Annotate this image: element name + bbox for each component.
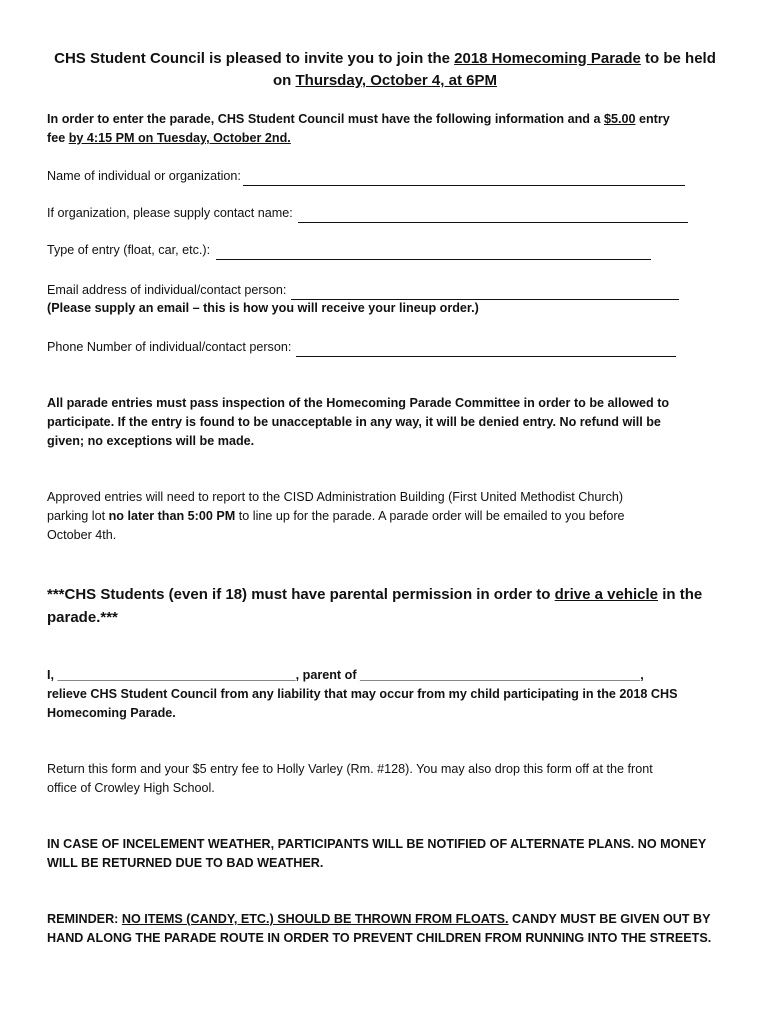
reminder-paragraph	[47, 910, 757, 948]
inspection-line: participate. If the entry is found to be unacceptable in any way, it will be denied entry. No refund will be	[47, 415, 661, 429]
permission-line: Homecoming Parade.	[47, 706, 176, 720]
reminder-underlined: NO ITEMS (CANDY, ETC.) SHOULD BE THROWN FROM FLOATS.	[121, 912, 509, 926]
return-line: office of Crowley High School.	[47, 781, 215, 795]
inspection-line: All parade entries must pass inspection of the Homecoming Parade Committee in order to be allowed to	[47, 396, 670, 410]
title-line2-prefix: on	[273, 72, 296, 89]
phone-input-line[interactable]	[296, 342, 676, 357]
permission-text: I,	[47, 668, 58, 682]
students-text-end: in the	[658, 586, 703, 603]
approved-text: to line up for the parade. A parade order will be emailed to you before	[235, 509, 625, 523]
reminder-text: REMINDER:	[47, 912, 122, 926]
title-text-end: to be held	[640, 50, 716, 67]
type-label: Type of entry (float, car, etc.):	[47, 243, 211, 257]
inspection-line: given; no exceptions will be made.	[47, 434, 255, 448]
title-event: 2018 Homecoming Parade	[454, 50, 641, 67]
permission-paragraph	[47, 666, 747, 723]
report-deadline: no later than 5:00 PM	[108, 509, 236, 523]
weather-line: IN CASE OF INCELEMENT WEATHER, PARTICIPANTS WILL BE NOTIFIED OF ALTERNATE PLANS. NO MONEY	[47, 837, 707, 851]
students-text: ***CHS Students (even if 18) must have parental permission in order to	[47, 586, 555, 603]
phone-field-row	[47, 338, 676, 357]
title-text: CHS Student Council is pleased to invite you to join the	[54, 50, 455, 67]
approved-line	[47, 507, 747, 526]
inspection-paragraph	[47, 394, 747, 451]
form-title	[30, 48, 740, 92]
return-paragraph	[47, 760, 752, 798]
phone-label: Phone Number of individual/contact person:	[47, 340, 292, 354]
drive-vehicle-text: drive a vehicle	[554, 586, 659, 603]
intro-text: In order to enter the parade, CHS Student Council must have the following information and a	[47, 112, 604, 126]
type-field-row	[47, 241, 651, 260]
contact-label: If organization, please supply contact name:	[47, 206, 293, 220]
contact-input-line[interactable]	[298, 208, 688, 223]
intro-paragraph	[47, 110, 737, 148]
reminder-text: CANDY MUST BE GIVEN OUT BY	[508, 912, 711, 926]
permission-text: , parent of	[295, 668, 361, 682]
name-field-row	[47, 167, 685, 186]
name-input-line[interactable]	[243, 171, 685, 186]
permission-line: relieve CHS Student Council from any liability that may occur from my child participating in the 2018 CHS	[47, 687, 678, 701]
email-note: (Please supply an email – this is how you will receive your lineup order.)	[47, 301, 479, 315]
approved-line: Approved entries will need to report to the CISD Administration Building (First United Methodist Church)	[47, 490, 624, 504]
title-date: Thursday, October 4, at 6PM	[295, 72, 497, 89]
approved-line: October 4th.	[47, 528, 117, 542]
approved-text: parking lot	[47, 509, 109, 523]
intro-text-mid: entry	[635, 112, 670, 126]
name-label: Name of individual or organization:	[47, 169, 241, 183]
entry-fee: $5.00	[603, 112, 636, 126]
approved-paragraph	[47, 488, 747, 545]
type-input-line[interactable]	[216, 245, 651, 260]
guardian-name-blank[interactable]: __________________________________	[57, 668, 296, 682]
weather-line: WILL BE RETURNED DUE TO BAD WEATHER.	[47, 856, 324, 870]
intro-line2-prefix: fee	[47, 131, 69, 145]
child-name-blank[interactable]: ________________________________________	[360, 668, 641, 682]
reminder-line: HAND ALONG THE PARADE ROUTE IN ORDER TO PREVENT CHILDREN FROM RUNNING INTO THE STREETS.	[47, 931, 712, 945]
email-field-row	[47, 281, 679, 300]
permission-line	[47, 666, 747, 685]
return-line: Return this form and your $5 entry fee to Holly Varley (Rm. #128). You may also drop this form off at the front	[47, 762, 653, 776]
email-label: Email address of individual/contact person:	[47, 283, 287, 297]
weather-paragraph	[47, 835, 747, 873]
students-notice	[47, 583, 747, 629]
reminder-line	[47, 910, 757, 929]
students-line2: parade.***	[47, 609, 118, 626]
permission-text: ,	[640, 668, 644, 682]
intro-deadline: by 4:15 PM on Tuesday, October 2nd.	[68, 131, 291, 145]
contact-field-row	[47, 204, 688, 223]
email-input-line[interactable]	[291, 285, 679, 300]
